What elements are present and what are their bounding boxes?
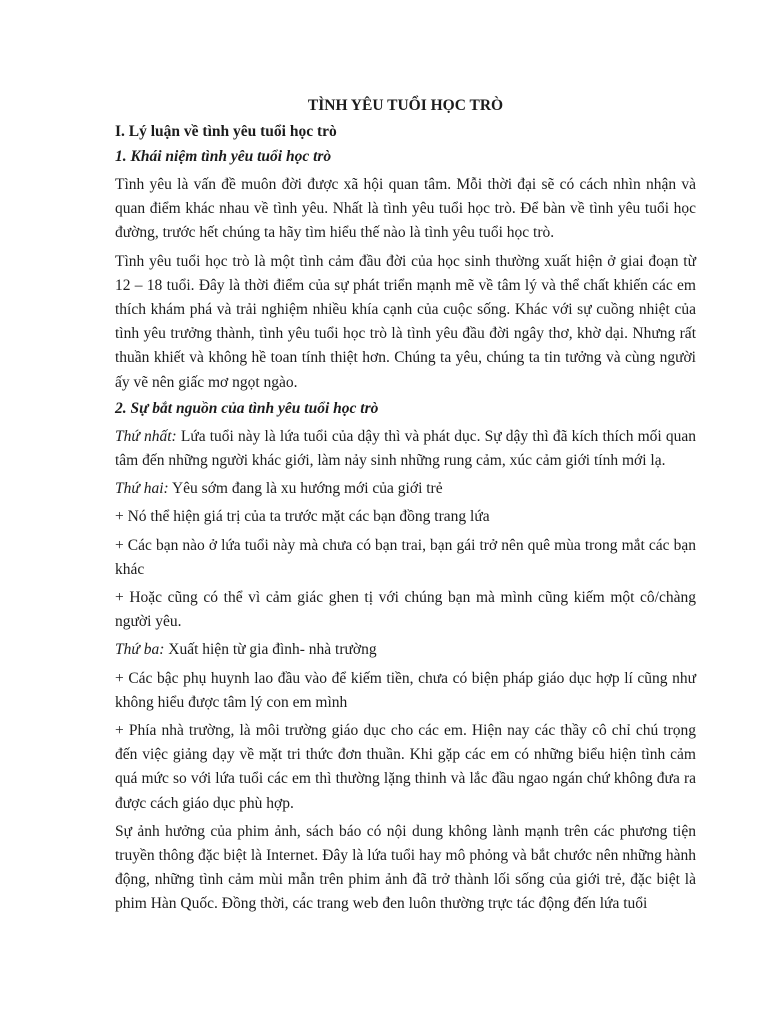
second-reason-lead: Thứ hai: xyxy=(115,480,169,498)
bullet-item: + Các bạn nào ở lứa tuổi này mà chưa có bạn trai, bạn gái trở nên quê mùa trong mắt các bạn khác xyxy=(115,536,696,578)
second-reason-text: Yêu sớm đang là xu hướng mới của giới trẻ xyxy=(168,480,443,498)
paragraph-first-reason xyxy=(115,425,696,473)
subsection-heading-2: 2. Sự bắt nguồn của tình yêu tuổi học trò xyxy=(115,399,379,417)
document-page xyxy=(115,96,696,921)
section-heading-1: I. Lý luận về tình yêu tuổi học trò xyxy=(115,123,337,140)
paragraph-second-reason xyxy=(115,477,696,501)
paragraph-definition: Tình yêu tuổi học trò là một tình cảm đầu đời của học sinh thường xuất hiện ở giai đoạn từ 12 – 18 tuổi. Đây là thời điểm của sự phát triển mạnh mẽ về tâm lý và thể chất khiến các em thích khám phá và trải nghiệm nhiều khía cạnh của cuộc sống. Khác với sự cuồng nhiệt của tình yêu trưởng thành, tình yêu tuổi học trò là tình yêu đầu đời ngây thơ, khờ dại. Nhưng rất thuần khiết và không hề toan tính thiệt hơn. Chúng ta yêu, chúng ta tin tưởng và cùng người ấy vẽ nên giấc mơ ngọt ngào. xyxy=(115,252,696,391)
third-reason-text: Xuất hiện từ gia đình- nhà trường xyxy=(164,641,377,659)
paragraph-media-influence: Sự ảnh hưởng của phim ảnh, sách báo có nội dung không lành mạnh trên các phương tiện truyền thông đặc biệt là Internet. Đây là lứa tuổi hay mô phỏng và bắt chước nên những hành động, những tình cảm mùi mẫn trên phim ảnh đã trở thành lối sống của giới trẻ, đặc biệt là phim Hàn Quốc. Đồng thời, các trang web đen luôn thường trực tác động đến lứa tuổi xyxy=(115,822,696,913)
first-reason-lead: Thứ nhất: xyxy=(115,427,177,445)
bullet-item: + Nó thể hiện giá trị của ta trước mặt các bạn đồng trang lứa xyxy=(115,508,490,526)
document-title: TÌNH YÊU TUỔI HỌC TRÒ xyxy=(307,97,504,114)
paragraph-definition-intro: Tình yêu là vấn đề muôn đời được xã hội quan tâm. Mỗi thời đại sẽ có cách nhìn nhận và quan điểm khác nhau về tình yêu. Nhất là tình yêu tuổi học trò. Để bàn về tình yêu tuổi học đường, trước hết chúng ta hãy tìm hiểu thế nào là tình yêu tuổi học trò. xyxy=(115,176,696,242)
third-reason-lead: Thứ ba: xyxy=(115,641,165,659)
subsection-heading-1: 1. Khái niệm tình yêu tuổi học trò xyxy=(115,148,332,165)
bullet-item: + Phía nhà trường, là môi trường giáo dục cho các em. Hiện nay các thầy cô chỉ chú trọng đến việc giảng dạy về mặt tri thức đơn thuần. Khi gặp các em có những biểu hiện tình cảm quá mức so với lứa tuổi các em thì thường lặng thinh và lắc đầu ngao ngán chứ không đưa ra được cách giáo dục phù hợp. xyxy=(115,722,696,812)
bullet-item: + Hoặc cũng có thể vì cảm giác ghen tị với chúng bạn mà mình cũng kiếm một cô/chàng người yêu. xyxy=(115,589,696,631)
bullet-item: + Các bậc phụ huynh lao đầu vào để kiếm tiền, chưa có biện pháp giáo dục hợp lí cũng như không hiểu được tâm lý con em mình xyxy=(115,669,696,711)
paragraph-third-reason xyxy=(115,638,696,662)
first-reason-text: Lứa tuổi này là lứa tuổi của dậy thì và phát dục. Sự dậy thì đã kích thích mối quan tâm đến những người khác giới, làm nảy sinh những rung cảm, xúc cảm giới tính mới lạ. xyxy=(115,427,697,470)
